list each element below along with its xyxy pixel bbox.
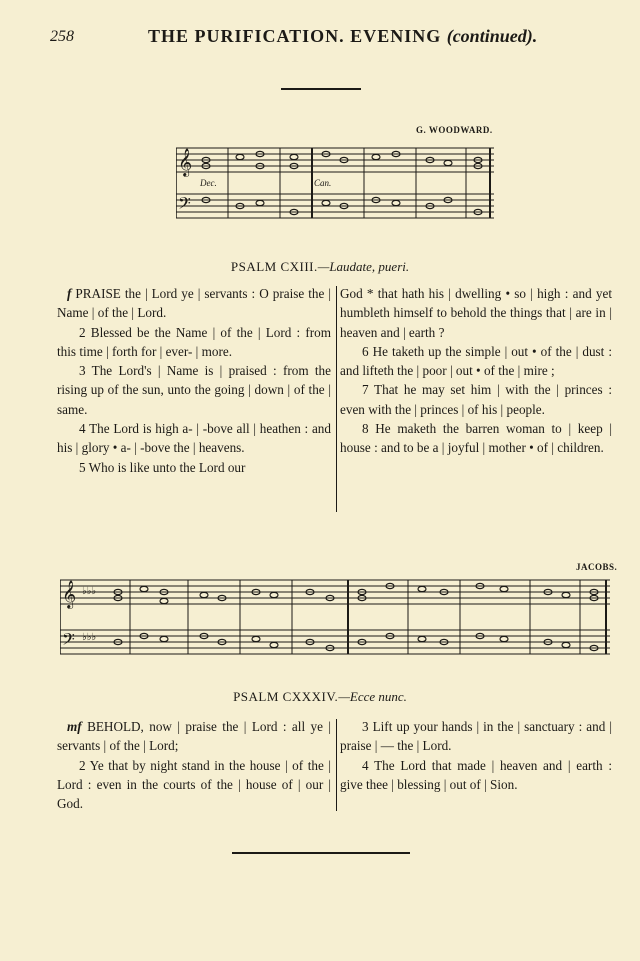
psalm1-title [160, 259, 480, 275]
svg-text:𝄞: 𝄞 [178, 148, 193, 176]
svg-text:♭♭♭: ♭♭♭ [82, 586, 97, 597]
psalm1-verse-8: 8 He maketh the barren woman to | keep | house : and to be a | joyful | mother • of | children. [340, 421, 612, 456]
psalm1-verse-7: 7 That he may set him | with the | princes : even with the | princes | of his | people. [340, 382, 612, 417]
top-rule [281, 88, 361, 90]
running-title [148, 26, 537, 47]
tune2-composer: JACOBS. [576, 562, 618, 572]
running-title-continued: (continued). [446, 26, 538, 46]
psalm1-subtitle: —Laudate, pueri. [317, 259, 410, 274]
verse-text: BEHOLD, now | praise the | Lord : all ye | servants | of the | Lord; [57, 719, 331, 754]
psalm2-right-column [340, 717, 612, 794]
svg-text:𝄢: 𝄢 [62, 629, 75, 653]
psalm1-number: PSALM CXIII. [230, 259, 318, 274]
psalm2-verse-4: 4 The Lord that made | heaven and | earth : give thee | blessing | out of | Sion. [340, 757, 612, 792]
tune1-dec-label: Dec. [200, 178, 217, 188]
tune1-composer: G. WOODWARD. [416, 125, 493, 135]
bottom-rule [232, 852, 410, 854]
page-number: 258 [50, 28, 74, 45]
tune1-can-label: Can. [314, 178, 332, 188]
psalm2-subtitle: —Ecce nunc. [338, 689, 407, 704]
psalm1-left-column [57, 284, 331, 477]
psalm1-verse-3: 3 The Lord's | Name is | praised : from the rising up of the sun, unto the going | down | of the | same. [57, 363, 331, 417]
psalm1-verse-5-end: God * that hath his | dwelling • so | high : and yet humbleth himself to behold the things that | are in | heaven and | earth ? [340, 286, 612, 340]
psalm2-number: PSALM CXXXIV. [233, 689, 339, 704]
psalm1-right-column [340, 284, 612, 458]
psalm2-verse-3: 3 Lift up your hands | in the | sanctuary : and | praise | — the | Lord. [340, 719, 612, 754]
verse-text: PRAISE the | Lord ye | servants : O praise the | Name | of the | Lord. [57, 286, 331, 321]
tune1-staff-lines [176, 148, 494, 218]
tune2-score [60, 572, 610, 662]
psalm1-verse-6: 6 He taketh up the simple | out • of the | dust : and lifteth the | poor | out • of the | mire ; [340, 343, 612, 379]
psalm1-verse-2: 2 Blessed be the Name | of the | Lord : from this time | forth for | ever- | more. [57, 324, 331, 359]
psalm2-title [160, 689, 480, 705]
psalm1-column-divider [336, 286, 337, 512]
psalm2-verse-2: 2 Ye that by night stand in the house | of the | Lord : even in the courts of the | house of | our | God. [57, 757, 331, 812]
tune1-score [176, 140, 496, 220]
psalm2-column-divider [336, 719, 337, 811]
running-title-main: THE PURIFICATION. EVENING [148, 26, 442, 46]
dynamic-marking: mf [67, 719, 82, 734]
svg-text:𝄞: 𝄞 [62, 580, 77, 608]
psalm2-verse-1 [57, 717, 331, 756]
psalm1-verse-1 [57, 284, 331, 323]
psalm1-verse-5-start: 5 Who is like unto the Lord our [79, 459, 246, 475]
page-header [50, 26, 590, 52]
psalm2-left-column [57, 717, 331, 813]
svg-text:𝄢: 𝄢 [178, 193, 191, 217]
dynamic-marking: f [67, 286, 72, 301]
svg-text:♭♭♭: ♭♭♭ [82, 632, 97, 643]
psalm1-verse-4: 4 The Lord is high a- | -bove all | heathen : and his | glory • a- | -bove the | heavens. [57, 421, 331, 456]
